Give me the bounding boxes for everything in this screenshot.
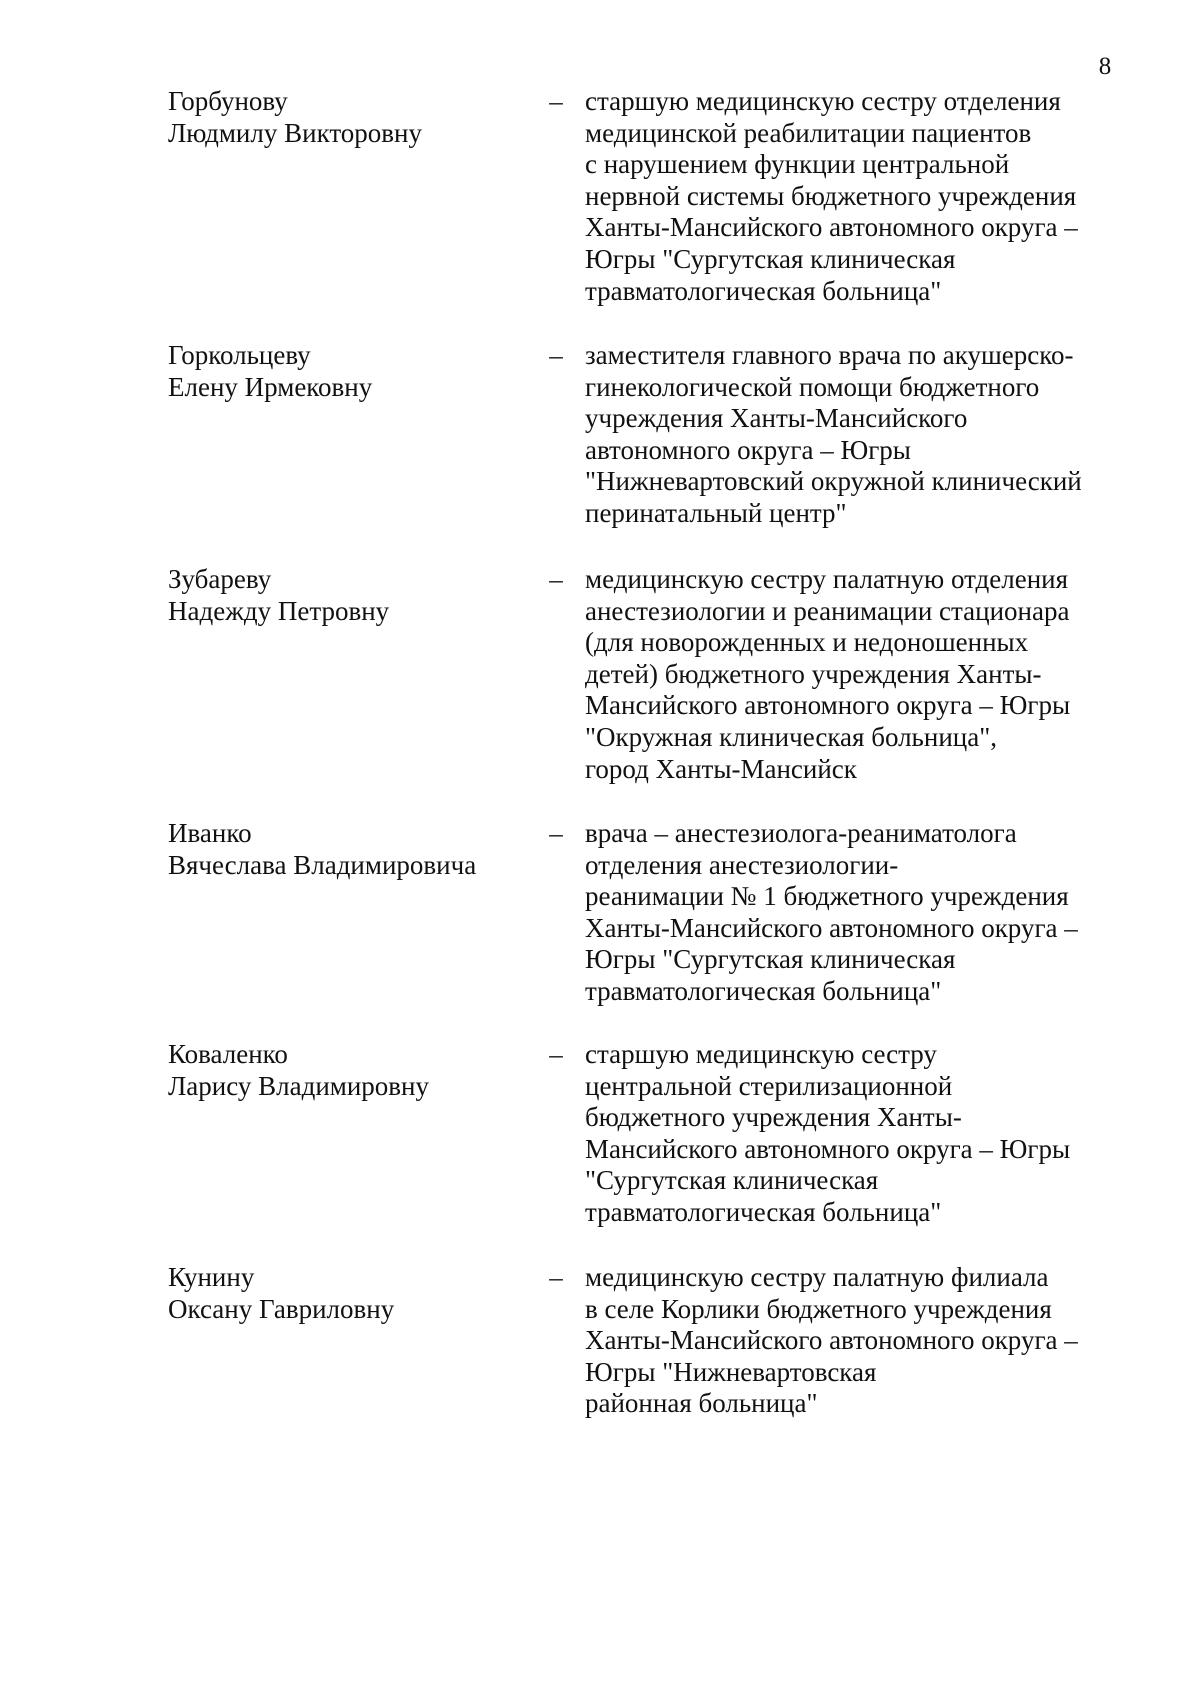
entry-dash: – [549,86,563,116]
entry-dash: – [549,818,563,848]
entry-dash: – [549,1262,563,1292]
person-position: медицинскую сестру палатную отделения анестезиологии и реанимации стационара (для новорожденных и недоношенных детей) бюджетного учреждения Ханты- Мансийского автономного округа – Югры "Окружная клиническая больница", город Ханты-Мансийск [585,564,1071,784]
person-position: старшую медицинскую сестру отделения медицинской реабилитации пациентов с нарушением функции центральной нервной системы бюджетного учреждения Ханты-Мансийского автономного округа – Югры "Сургутская клиническая травматологическая больница" [585,86,1078,306]
person-position: старшую медицинскую сестру центральной стерилизационной бюджетного учреждения Ханты- Мансийского автономного округа – Югры "Сургутская клиническая травматологическая больница" [585,1039,1071,1227]
person-name: Коваленко Ларису Владимировну [168,1039,430,1101]
page-number: 8 [1098,53,1112,80]
person-position: заместителя главного врача по акушерско- гинекологической помощи бюджетного учреждения Ханты-Мансийского автономного округа – Югры "Нижневартовский окружной клинический перинатальный центр" [585,340,1082,528]
entry-dash: – [549,564,563,594]
person-position: врача – анестезиолога-реаниматолога отделения анестезиологии- реанимации № 1 бюджетного учреждения Ханты-Мансийского автономного округа – Югры "Сургутская клиническая травматологическая больница" [585,818,1078,1006]
person-name: Кунину Оксану Гавриловну [168,1262,395,1324]
person-name: Горкольцеву Елену Ирмековну [168,340,373,402]
person-position: медицинскую сестру палатную филиала в селе Корлики бюджетного учреждения Ханты-Мансийского автономного округа – Югры "Нижневартовская районная больница" [585,1262,1078,1419]
entry-dash: – [549,1039,563,1069]
person-name: Иванко Вячеслава Владимировича [168,818,477,880]
person-name: Зубареву Надежду Петровну [168,564,390,626]
entry-dash: – [549,340,563,370]
person-name: Горбунову Людмилу Викторовну [168,86,422,148]
